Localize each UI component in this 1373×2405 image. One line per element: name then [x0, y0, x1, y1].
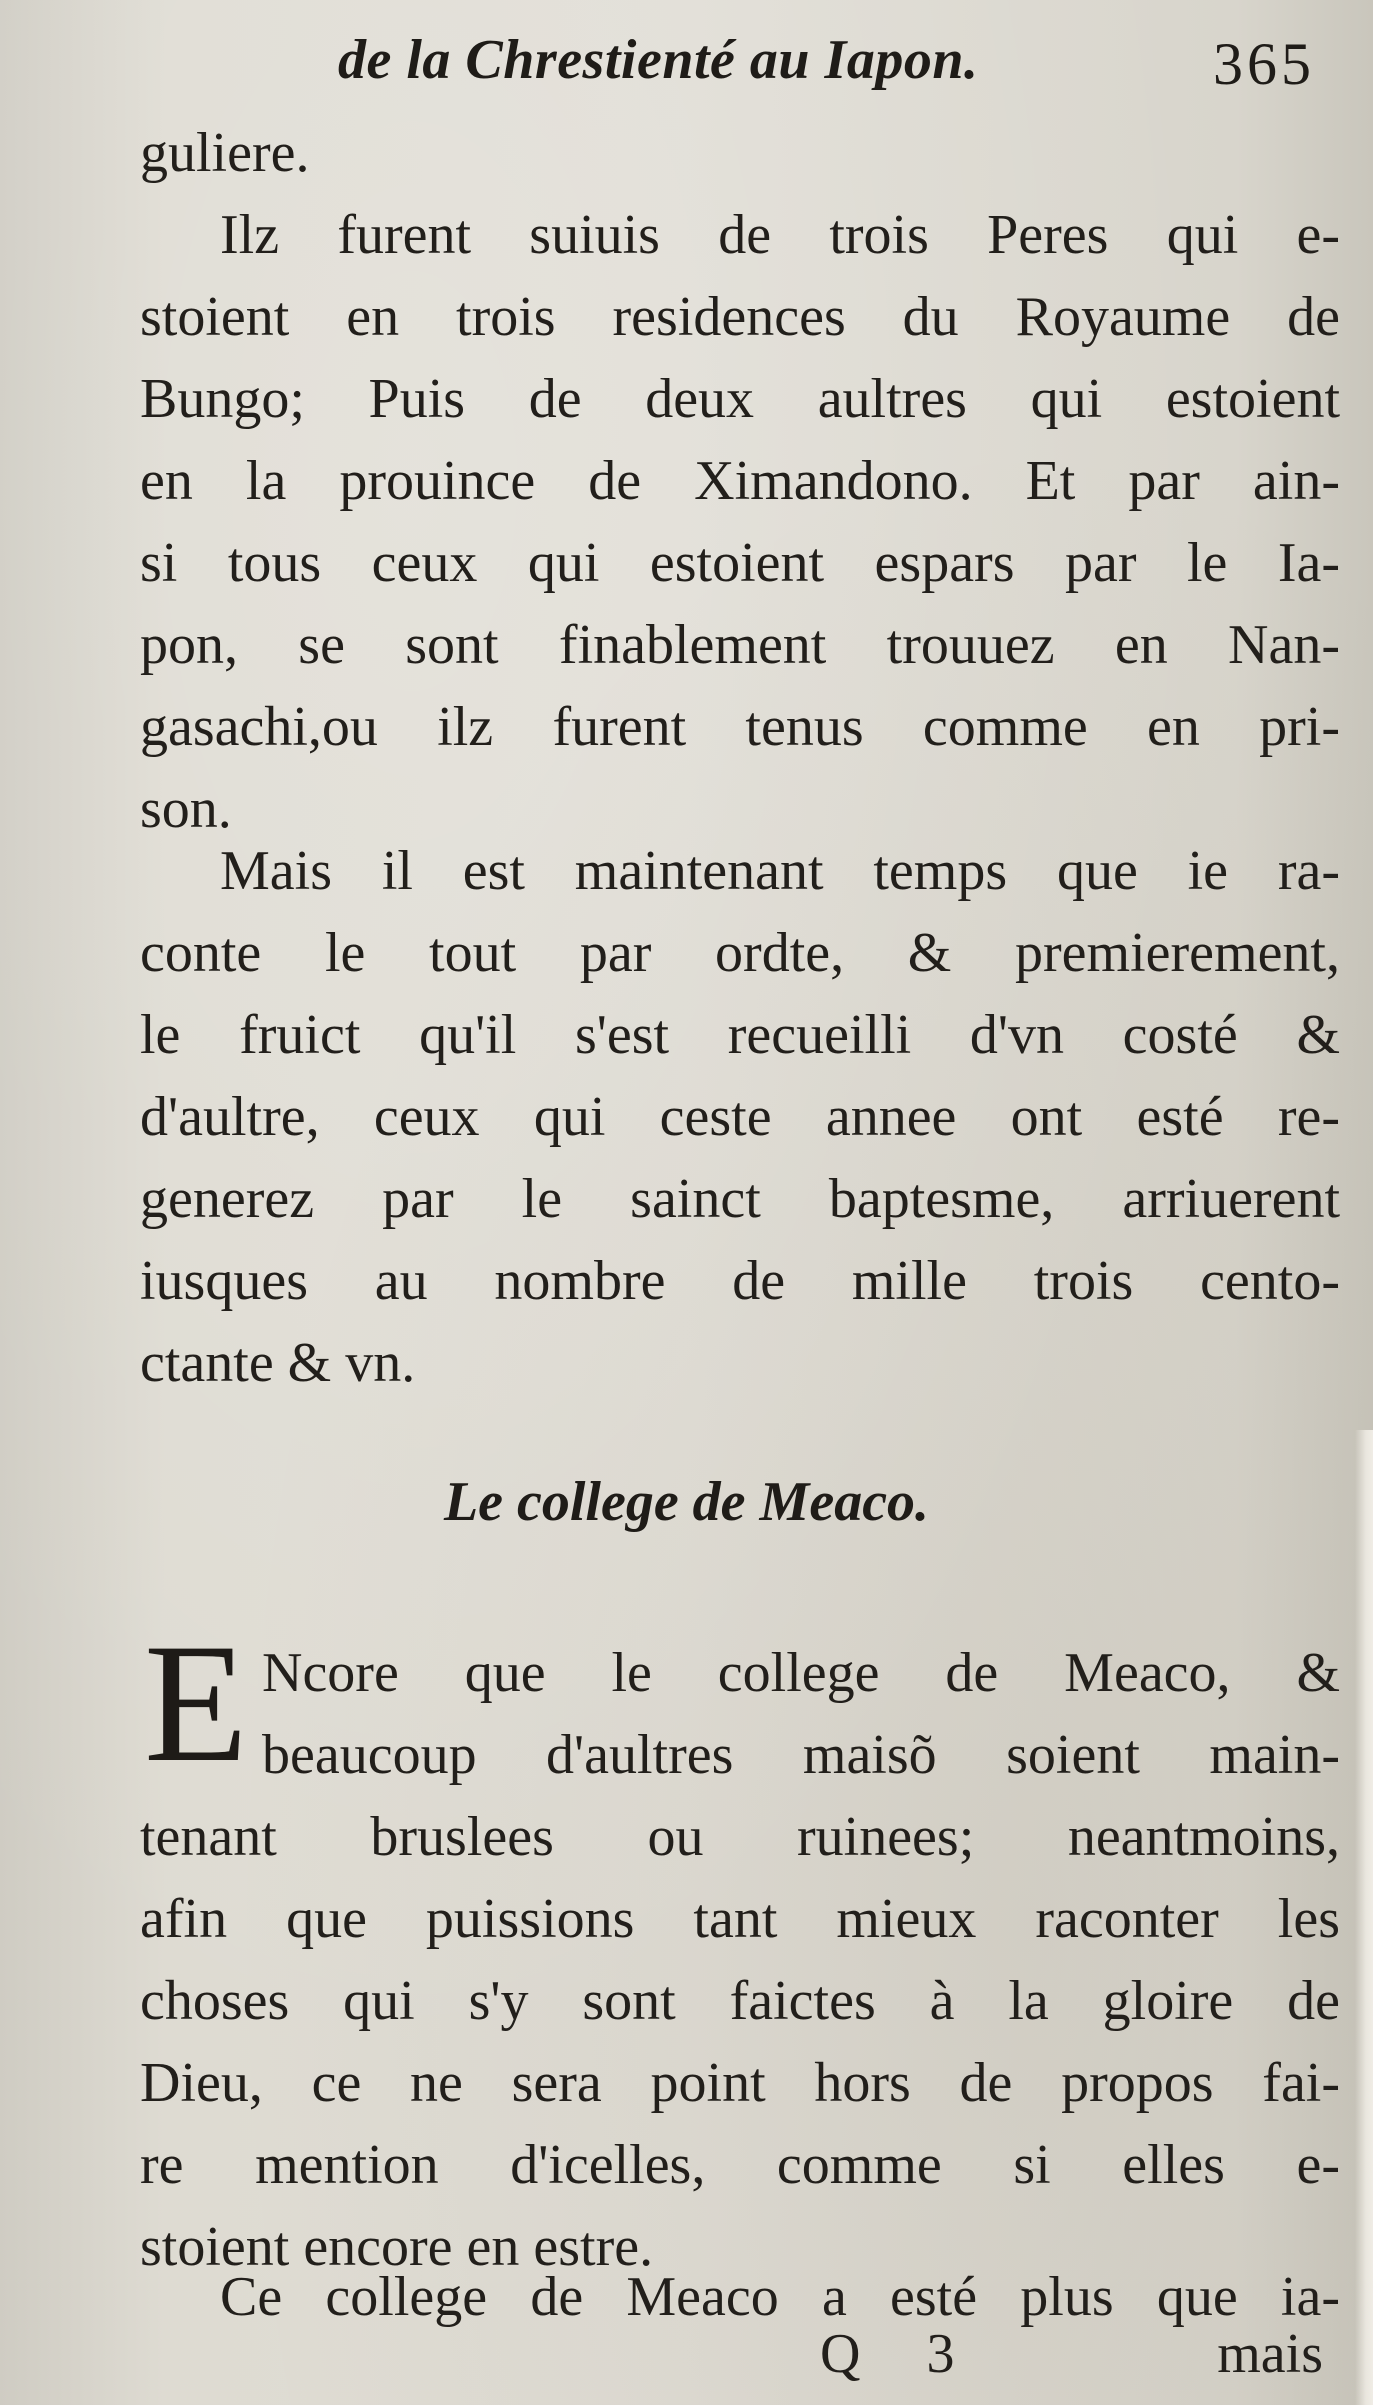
- section-heading: Le college de Meaco.: [443, 1471, 930, 1533]
- text-line: en la prouince de Ximandono. Et par ain-: [140, 450, 1340, 512]
- paragraph-block-2: [140, 830, 1340, 1404]
- signature-mark: Q 3: [820, 2323, 981, 2385]
- text-line: gasachi,ou ilz furent tenus comme en pri-: [140, 696, 1340, 758]
- paragraph-block-4: [140, 2256, 1340, 2338]
- text-line: si tous ceux qui estoient espars par le Ia-: [140, 532, 1340, 594]
- text-line: ctante & vn.: [140, 1332, 416, 1394]
- text-line: le fruict qu'il s'est recueilli d'vn costé &: [140, 1004, 1340, 1066]
- text-line: choses qui s'y sont faictes à la gloire de: [140, 1970, 1340, 2032]
- paragraph-block-1: [140, 112, 1340, 850]
- catchword: mais: [1217, 2323, 1323, 2385]
- text-line: iusques au nombre de mille trois cento-: [140, 1250, 1340, 1312]
- text-line: Dieu, ce ne sera point hors de propos fai-: [140, 2052, 1340, 2114]
- text-line: re mention d'icelles, comme si elles e-: [140, 2134, 1340, 2196]
- page-number: 365: [1213, 31, 1315, 97]
- text-line: stoient en trois residences du Royaume de: [140, 286, 1340, 348]
- running-head: de la Chrestienté au Iapon.: [338, 29, 979, 91]
- text-line: d'aultre, ceux qui ceste annee ont esté re-: [140, 1086, 1340, 1148]
- paragraph-block-3: [140, 1632, 1340, 2288]
- text-line: son.: [140, 778, 232, 840]
- text-line: Ncore que le college de Meaco, &: [262, 1642, 1340, 1704]
- text-line: beaucoup d'aultres maisõ soient main-: [262, 1724, 1340, 1786]
- text-line: afin que puissions tant mieux raconter les: [140, 1888, 1340, 1950]
- text-line: generez par le sainct baptesme, arriuerent: [140, 1168, 1340, 1230]
- text-line: Ce college de Meaco a esté plus que ia-: [220, 2266, 1340, 2328]
- text-line: pon, se sont finablement trouuez en Nan-: [140, 614, 1340, 676]
- text-line: guliere.: [140, 122, 310, 184]
- text-line: Bungo; Puis de deux aultres qui estoient: [140, 368, 1340, 430]
- text-line: stoient encore en estre.: [140, 2216, 654, 2278]
- text-line: conte le tout par ordte, & premierement,: [140, 922, 1340, 984]
- drop-cap: E: [144, 1609, 248, 1797]
- text-line: Ilz furent suiuis de trois Peres qui e-: [220, 204, 1340, 266]
- text-line: tenant bruslees ou ruinees; neantmoins,: [140, 1806, 1340, 1868]
- text-line: Mais il est maintenant temps que ie ra-: [220, 840, 1340, 902]
